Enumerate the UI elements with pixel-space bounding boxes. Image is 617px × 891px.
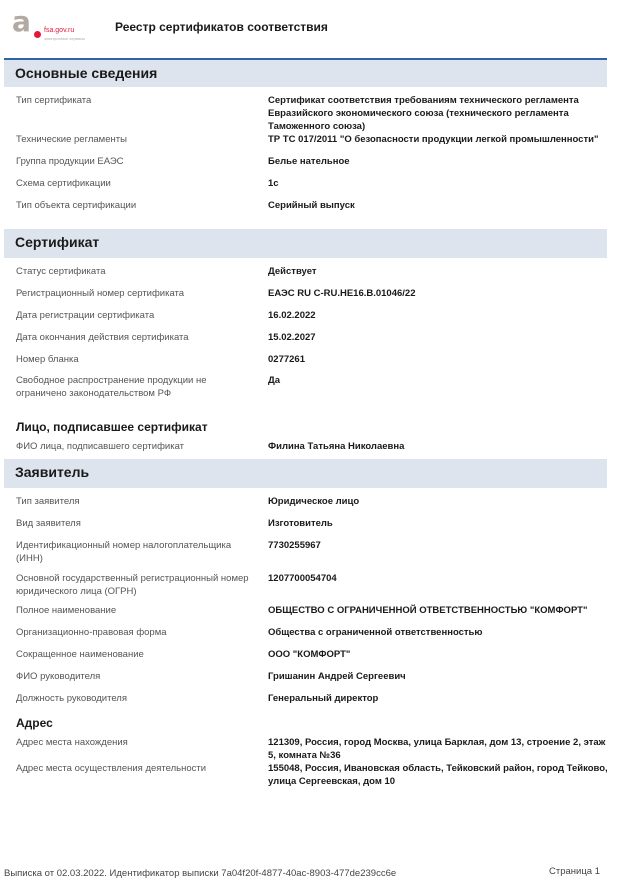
subsection-title-signer: Лицо, подписавшее сертификат	[16, 420, 208, 434]
field-value: Действует	[268, 266, 317, 277]
section-header-certificate	[4, 229, 607, 258]
field-label: Вид заявителя	[16, 518, 81, 529]
page-number: Страница 1	[549, 866, 600, 877]
field-value: Генеральный директор	[268, 693, 379, 704]
field-label: Адрес места осуществления деятельности	[16, 763, 207, 774]
logo-dot-icon	[34, 31, 41, 38]
field-label: Должность руководителя	[16, 693, 127, 704]
field-label: Сокращенное наименование	[16, 649, 144, 660]
field-value: Серийный выпуск	[268, 200, 355, 211]
section-title: Заявитель	[15, 464, 90, 480]
field-value: Белье нательное	[268, 156, 350, 167]
field-value: 7730255967	[268, 540, 321, 551]
field-value: Гришанин Андрей Сергеевич	[268, 671, 406, 682]
field-label: Технические регламенты	[16, 134, 127, 145]
field-label: Регистрационный номер сертификата	[16, 288, 185, 299]
field-value: Да	[268, 375, 281, 386]
field-value: 15.02.2027	[268, 332, 316, 343]
logo-a-icon: a	[12, 5, 31, 38]
fsa-logo	[12, 5, 92, 44]
field-value: 1207700054704	[268, 573, 337, 584]
field-label: Статус сертификата	[16, 266, 106, 277]
field-label: Организационно-правовая форма	[16, 627, 167, 638]
section-title: Сертификат	[15, 234, 100, 250]
field-value: ЕАЭС RU С-RU.НЕ16.В.01046/22	[268, 288, 416, 299]
field-label: Основной государственный регистрационный номер юридического лица (ОГРН)	[16, 573, 249, 597]
field-label: Тип заявителя	[16, 496, 80, 507]
field-label: Полное наименование	[16, 605, 117, 616]
logo-subtitle: электронные сервисы	[44, 36, 85, 41]
field-value: Общества с ограниченной ответственностью	[268, 627, 483, 638]
subsection-title-address: Адрес	[16, 716, 53, 730]
field-label: Дата регистрации сертификата	[16, 310, 155, 321]
field-label: Схема сертификации	[16, 178, 111, 189]
field-value: Сертификат соответствия требованиям технического регламента Евразийского экономического союза (технического регламента Таможенного союза)	[268, 95, 579, 132]
field-label: Дата окончания действия сертификата	[16, 332, 189, 343]
section-header-applicant	[4, 459, 607, 488]
page-header	[0, 0, 617, 58]
field-value: 155048, Россия, Ивановская область, Тейковский район, город Тейково, улица Сергеевская, дом 10	[268, 763, 608, 787]
field-label: Идентификационный номер налогоплательщика (ИНН)	[16, 540, 232, 564]
section-title: Основные сведения	[15, 65, 158, 81]
field-value: 121309, Россия, город Москва, улица Барклая, дом 13, строение 2, этаж 5, комната №36	[268, 737, 606, 761]
field-label: Адрес места нахождения	[16, 737, 128, 748]
field-value: Филина Татьяна Николаевна	[268, 441, 405, 452]
section-header-basic	[4, 58, 607, 87]
field-label: Тип объекта сертификации	[16, 200, 137, 211]
field-value: 16.02.2022	[268, 310, 316, 321]
field-label: ФИО лица, подписавшего сертификат	[16, 441, 184, 452]
field-value: Юридическое лицо	[268, 496, 360, 507]
field-label: Свободное распространение продукции не ограничено законодательством РФ	[16, 375, 207, 399]
field-value: 1с	[268, 178, 279, 189]
field-value: ТР ТС 017/2011 "О безопасности продукции легкой промышленности"	[268, 134, 599, 145]
field-value: 0277261	[268, 354, 305, 365]
field-label: Тип сертификата	[16, 95, 92, 106]
field-value: ОБЩЕСТВО С ОГРАНИЧЕННОЙ ОТВЕТСТВЕННОСТЬЮ "КОМФОРТ"	[268, 605, 588, 616]
logo-site-text: fsa.gov.ru	[44, 27, 75, 34]
extract-info: Выписка от 02.03.2022. Идентификатор выписки 7a04f20f-4877-40ac-8903-477de239cc6e	[4, 868, 397, 879]
page-title: Реестр сертификатов соответствия	[115, 20, 328, 34]
field-label: ФИО руководителя	[16, 671, 101, 682]
field-label: Номер бланка	[16, 354, 79, 365]
field-value: ООО "КОМФОРТ"	[268, 649, 351, 660]
field-label: Группа продукции ЕАЭС	[16, 156, 124, 167]
field-value: Изготовитель	[268, 518, 333, 529]
